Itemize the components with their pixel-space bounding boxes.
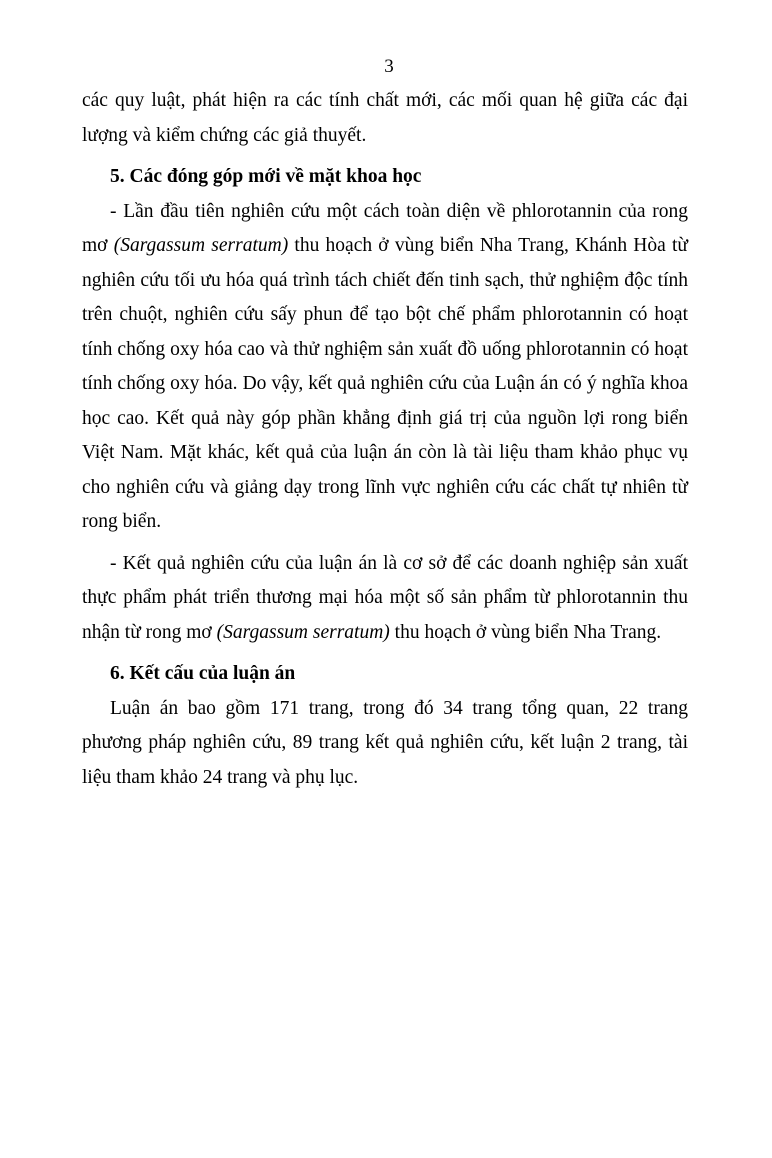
section-5-heading: 5. Các đóng góp mới về mặt khoa học [110,166,422,187]
paragraph-text-start: - Lần đầu tiên nghiên cứu một cách toàn diện về phlorotannin của rong mơ [82,200,688,256]
section-5-paragraph-1 [82,195,688,540]
paragraph-text-start: - Kết quả nghiên cứu của luận án là cơ sở để các doanh nghiệp sản xuất thực phẩm phát triển thương mại hóa một số sản phẩm từ phlorotannin thu nhận từ rong mơ [82,552,688,643]
paragraph-text-end: thu hoạch ở vùng biển Nha Trang, Khánh Hòa từ nghiên cứu tối ưu hóa quá trình tách chiết đến tinh sạch, thử nghiệm độc tính trên chuột, nghiên cứu sấy phun để tạo bột chế phẩm phlorotannin có hoạt tính chống oxy hóa cao và thử nghiệm sản xuất đồ uống phlorotannin có hoạt tính chống oxy hóa. Do vậy, kết quả nghiên cứu của Luận án có ý nghĩa khoa học cao. Kết quả này góp phần khẳng định giá trị của nguồn lợi rong biển Việt Nam. Mặt khác, kết quả của luận án còn là tài liệu tham khảo phục vụ cho nghiên cứu và giảng dạy trong lĩnh vực nghiên cứu các chất tự nhiên từ rong biển. [82,235,688,532]
page-number: 3 [384,56,394,77]
section-6-paragraph-1: Luận án bao gồm 171 trang, trong đó 34 trang tổng quan, 22 trang phương pháp nghiên cứu, 89 trang kết quả nghiên cứu, kết luận 2 trang, tài liệu tham khảo 24 trang và phụ lục. [82,697,688,788]
species-name: (Sargassum serratum) [113,235,289,256]
section-5-paragraph-2 [82,547,688,651]
document-page [82,56,688,795]
section-6-heading: 6. Kết cấu của luận án [110,663,296,684]
species-name: (Sargassum serratum) [216,621,390,643]
paragraph-text-end: thu hoạch ở vùng biển Nha Trang. [389,621,662,643]
intro-paragraph: các quy luật, phát hiện ra các tính chất mới, các mối quan hệ giữa các đại lượng và kiểm chứng các giả thuyết. [82,90,688,146]
